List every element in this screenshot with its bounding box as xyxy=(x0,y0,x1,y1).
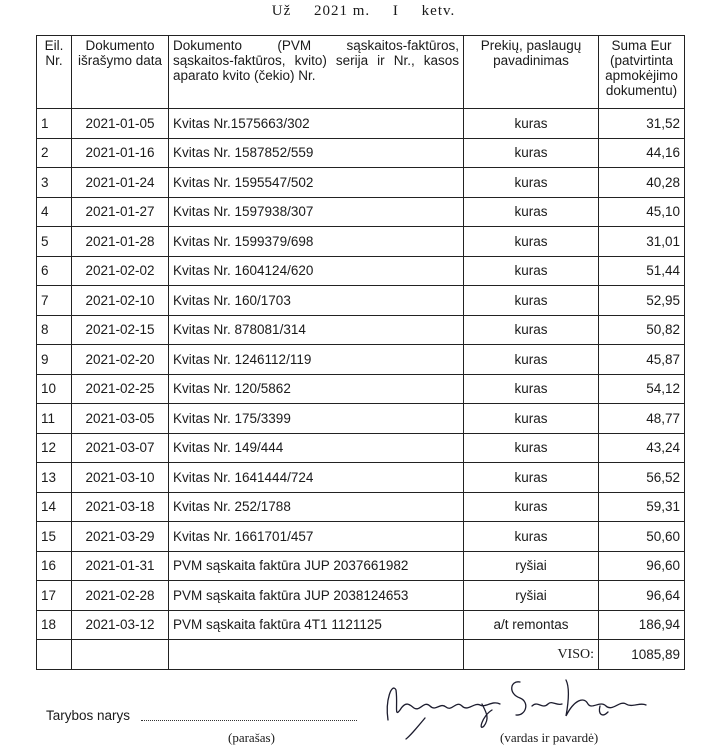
row-number: 8 xyxy=(37,315,72,345)
row-document: Kvitas Nr. 1597938/307 xyxy=(169,197,464,227)
row-sum: 31,01 xyxy=(599,227,685,257)
row-sum: 40,28 xyxy=(599,168,685,198)
row-item: kuras xyxy=(464,109,599,139)
row-number: 2 xyxy=(37,138,72,168)
row-item: kuras xyxy=(464,138,599,168)
total-empty-2 xyxy=(72,640,169,670)
table-row xyxy=(37,197,685,227)
row-date: 2021-02-25 xyxy=(72,374,169,404)
row-date: 2021-02-15 xyxy=(72,315,169,345)
row-number: 3 xyxy=(37,168,72,198)
row-sum: 43,24 xyxy=(599,433,685,463)
row-item: a/t remontas xyxy=(464,610,599,640)
header-prefix: Už xyxy=(271,3,292,19)
col-header-no: Eil. Nr. xyxy=(37,36,72,109)
row-sum: 186,94 xyxy=(599,610,685,640)
row-number: 13 xyxy=(37,463,72,493)
row-date: 2021-02-28 xyxy=(72,581,169,611)
row-item: kuras xyxy=(464,197,599,227)
row-document: Kvitas Nr. 1604124/620 xyxy=(169,256,464,286)
row-date: 2021-03-18 xyxy=(72,492,169,522)
table-row xyxy=(37,256,685,286)
row-item: kuras xyxy=(464,345,599,375)
row-number: 17 xyxy=(37,581,72,611)
role-label-text: Tarybos narys xyxy=(46,708,131,723)
handwritten-signature xyxy=(370,660,660,740)
row-number: 1 xyxy=(37,109,72,139)
row-document: PVM sąskaita faktūra JUP 2037661982 xyxy=(169,551,464,581)
row-sum: 50,82 xyxy=(599,315,685,345)
name-caption: (vardas ir pavardė) xyxy=(500,730,599,745)
row-sum: 51,44 xyxy=(599,256,685,286)
row-date: 2021-02-20 xyxy=(72,345,169,375)
row-item: ryšiai xyxy=(464,581,599,611)
row-date: 2021-03-29 xyxy=(72,522,169,552)
col-header-document: Dokumento (PVM sąskaitos-faktūros, sąskaitos-faktūros, kvito) serija ir Nr., kasos aparato kvito (čekio) Nr. xyxy=(169,36,464,109)
col-header-date: Dokumento išrašymo data xyxy=(72,36,169,109)
row-date: 2021-03-10 xyxy=(72,463,169,493)
signature-line xyxy=(141,720,357,721)
row-document: Kvitas Nr. 1587852/559 xyxy=(169,138,464,168)
row-date: 2021-03-12 xyxy=(72,610,169,640)
table-row xyxy=(37,551,685,581)
col-header-item: Prekių, paslaugų pavadinimas xyxy=(464,36,599,109)
row-item: kuras xyxy=(464,227,599,257)
row-sum: 96,60 xyxy=(599,551,685,581)
row-number: 12 xyxy=(37,433,72,463)
row-document: Kvitas Nr. 878081/314 xyxy=(169,315,464,345)
row-date: 2021-01-27 xyxy=(72,197,169,227)
row-number: 5 xyxy=(37,227,72,257)
row-item: kuras xyxy=(464,492,599,522)
row-item: kuras xyxy=(464,256,599,286)
row-sum: 54,12 xyxy=(599,374,685,404)
row-number: 7 xyxy=(37,286,72,316)
row-number: 9 xyxy=(37,345,72,375)
row-sum: 44,16 xyxy=(599,138,685,168)
row-document: Kvitas Nr. 1641444/724 xyxy=(169,463,464,493)
table-row xyxy=(37,227,685,257)
row-number: 14 xyxy=(37,492,72,522)
row-date: 2021-02-10 xyxy=(72,286,169,316)
row-number: 15 xyxy=(37,522,72,552)
row-sum: 56,52 xyxy=(599,463,685,493)
row-date: 2021-03-07 xyxy=(72,433,169,463)
row-number: 16 xyxy=(37,551,72,581)
row-number: 11 xyxy=(37,404,72,434)
col-header-sum: Suma Eur (patvirtinta apmokėjimo dokumentu) xyxy=(599,36,685,109)
table-row xyxy=(37,374,685,404)
table-row xyxy=(37,345,685,375)
row-date: 2021-02-02 xyxy=(72,256,169,286)
row-document: Kvitas Nr. 1595547/502 xyxy=(169,168,464,198)
row-document: Kvitas Nr. 252/1788 xyxy=(169,492,464,522)
header-year: 2021 m. xyxy=(313,3,371,19)
document-header xyxy=(0,3,727,20)
table-row xyxy=(37,168,685,198)
row-document: Kvitas Nr.1575663/302 xyxy=(169,109,464,139)
row-item: kuras xyxy=(464,522,599,552)
table-row xyxy=(37,138,685,168)
row-sum: 52,95 xyxy=(599,286,685,316)
header-suffix: ketv. xyxy=(421,3,456,19)
row-sum: 31,52 xyxy=(599,109,685,139)
row-number: 18 xyxy=(37,610,72,640)
table-row xyxy=(37,286,685,316)
table-body xyxy=(37,109,685,640)
row-number: 6 xyxy=(37,256,72,286)
row-date: 2021-01-28 xyxy=(72,227,169,257)
row-number: 4 xyxy=(37,197,72,227)
row-item: kuras xyxy=(464,286,599,316)
table-row xyxy=(37,315,685,345)
row-document: Kvitas Nr. 149/444 xyxy=(169,433,464,463)
row-document: Kvitas Nr. 175/3399 xyxy=(169,404,464,434)
row-document: Kvitas Nr. 1599379/698 xyxy=(169,227,464,257)
row-document: Kvitas Nr. 120/5862 xyxy=(169,374,464,404)
table-row xyxy=(37,581,685,611)
row-sum: 59,31 xyxy=(599,492,685,522)
row-item: kuras xyxy=(464,315,599,345)
row-item: kuras xyxy=(464,463,599,493)
row-document: Kvitas Nr. 1246112/119 xyxy=(169,345,464,375)
row-number: 10 xyxy=(37,374,72,404)
row-sum: 96,64 xyxy=(599,581,685,611)
row-item: kuras xyxy=(464,433,599,463)
total-value: 1085,89 xyxy=(599,640,685,670)
total-label: VISO: xyxy=(464,640,599,670)
table-row xyxy=(37,433,685,463)
row-document: PVM sąskaita faktūra 4T1 1121125 xyxy=(169,610,464,640)
row-document: PVM sąskaita faktūra JUP 2038124653 xyxy=(169,581,464,611)
expense-table xyxy=(36,35,685,670)
row-sum: 45,87 xyxy=(599,345,685,375)
row-item: ryšiai xyxy=(464,551,599,581)
row-sum: 45,10 xyxy=(599,197,685,227)
row-item: kuras xyxy=(464,404,599,434)
row-document: Kvitas Nr. 160/1703 xyxy=(169,286,464,316)
row-date: 2021-01-31 xyxy=(72,551,169,581)
row-date: 2021-03-05 xyxy=(72,404,169,434)
table-row xyxy=(37,463,685,493)
row-sum: 50,60 xyxy=(599,522,685,552)
row-date: 2021-01-05 xyxy=(72,109,169,139)
table-row xyxy=(37,522,685,552)
row-item: kuras xyxy=(464,374,599,404)
row-document: Kvitas Nr. 1661701/457 xyxy=(169,522,464,552)
table-row xyxy=(37,404,685,434)
row-date: 2021-01-24 xyxy=(72,168,169,198)
signature-caption: (parašas) xyxy=(228,730,275,745)
row-sum: 48,77 xyxy=(599,404,685,434)
total-empty-1 xyxy=(37,640,72,670)
header-quarter: I xyxy=(392,3,399,19)
table-row xyxy=(37,492,685,522)
table-row xyxy=(37,109,685,139)
row-item: kuras xyxy=(464,168,599,198)
row-date: 2021-01-16 xyxy=(72,138,169,168)
footer-role-label xyxy=(46,708,130,723)
table-row xyxy=(37,610,685,640)
